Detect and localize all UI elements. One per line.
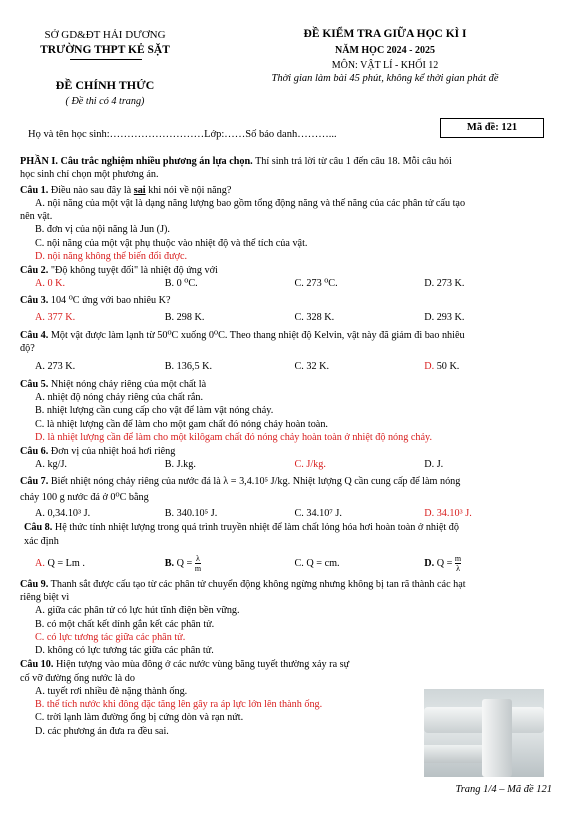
option-c: C. 273 ⁰C.	[294, 278, 338, 290]
exam-title: ĐỀ KIỂM TRA GIỮA HỌC KÌ I	[303, 28, 467, 40]
question-9	[20, 578, 554, 591]
department: SỞ GD&ĐT HẢI DƯƠNG	[44, 29, 166, 41]
time-note: Thời gian làm bài 45 phút, không kể thời gian phát đề	[271, 73, 499, 84]
fraction	[195, 554, 201, 573]
question-label: Câu 6.	[20, 446, 49, 457]
question-text: Hiện tượng vào mùa đông ở các nước vùng băng tuyết thường xảy ra sự	[53, 659, 350, 671]
question-7-cont: chảy 100 g nước đá ở 0⁰C bằng	[20, 491, 149, 503]
option-b	[165, 554, 295, 573]
question-text: "Độ không tuyệt đối" là nhiệt độ ứng với	[48, 265, 218, 276]
option-text: Q = Lm .	[44, 557, 85, 569]
q6-options	[20, 458, 554, 471]
question-2	[20, 264, 554, 277]
option-d: D. 34.10³ J.	[424, 508, 472, 519]
question-10	[20, 658, 554, 671]
option-letter: B.	[164, 557, 175, 569]
question-label: Câu 7.	[20, 475, 49, 487]
q9-option-b: B. có một chất kết dính gắn kết các phân tử.	[35, 618, 215, 630]
option-b: B. 136,5 K.	[164, 360, 213, 372]
pipe-shape	[424, 745, 484, 763]
option-d: D. 293 K.	[424, 311, 465, 323]
option-b: B. 340.10⁵ J.	[164, 508, 218, 519]
numerator: m	[454, 553, 462, 563]
question-text: Điều nào sau đây là	[48, 184, 134, 196]
header-divider	[70, 59, 142, 60]
option-c: C. 328 K.	[294, 311, 335, 323]
option-letter: D.	[424, 557, 435, 569]
school-name: TRƯỜNG THPT KẺ SẶT	[40, 44, 170, 56]
option-a: A. 0,34.10³ J.	[35, 508, 91, 519]
q1-option-d: D. nội năng không thể biến đổi được.	[35, 250, 188, 262]
option-a: A. 0 K.	[35, 278, 65, 290]
option-a: A. kg/J.	[35, 459, 67, 471]
question-4	[20, 329, 554, 342]
q10-option-a: A. tuyết rơi nhiều đè nặng thành ống.	[35, 685, 188, 697]
q5-option-c: C. là nhiệt lượng cần để làm cho một gam chất đó nóng chảy hoàn toàn.	[35, 418, 328, 430]
question-8-cont: xác định	[24, 535, 59, 547]
fraction	[455, 554, 461, 573]
question-label: Câu 8.	[24, 522, 53, 534]
option-a	[35, 557, 165, 570]
q10-option-d: D. các phương án đưa ra đều sai.	[35, 725, 169, 737]
part1-heading	[20, 155, 554, 182]
q5-option-a: A. nhiệt độ nóng chảy riêng của chất rắn.	[35, 392, 204, 403]
question-label: Câu 3.	[20, 294, 49, 306]
question-text: Thanh sắt được cấu tạo từ các phân tử chuyển động không ngừng nhưng không bị tan rã thành các hạt	[48, 578, 466, 590]
question-label: Câu 4.	[20, 330, 49, 341]
denominator: λ	[456, 563, 460, 573]
option-b: B. 298 K.	[164, 311, 205, 323]
question-text: Đơn vị của nhiệt hoá hơi riêng	[48, 446, 176, 457]
option-text: Q =	[174, 557, 195, 569]
q5-option-d: D. là nhiệt lượng cần để làm cho một kilôgam chất đó nóng chảy hoàn toàn ở nhiệt độ nóng chảy.	[35, 431, 433, 443]
option-d: D. J.	[424, 459, 444, 471]
question-text: 104 ⁰C ứng với bao nhiêu K?	[48, 294, 171, 306]
q10-option-b: B. thể tích nước khi đông đặc tăng lên gây ra áp lực lớn lên thành ống.	[35, 699, 323, 710]
question-8	[20, 521, 554, 534]
q10-option-c: C. trời lạnh làm đường ống bị cứng dòn và rạn nứt.	[35, 712, 244, 724]
option-text: Q =	[434, 557, 455, 569]
part1-title: PHẦN I. Câu trắc nghiệm nhiều phương án lựa chọn.	[20, 156, 253, 167]
emphasis: sai	[133, 184, 146, 196]
q1-option-c: C. nội năng của một vật phụ thuộc vào nhiệt độ và thể tích của vật.	[35, 237, 308, 249]
option-text: 50 K.	[434, 360, 460, 372]
q9-option-c: C. có lực tương tác giữa các phân tử.	[35, 631, 186, 643]
q1-option-a-cont: nên vật.	[20, 211, 53, 222]
official-label: ĐỀ CHÍNH THỨC	[55, 78, 155, 92]
q5-option-b: B. nhiệt lượng cần cung cấp cho vật để làm vật nóng chảy.	[35, 405, 274, 417]
option-letter: D.	[424, 360, 435, 372]
question-text: Hệ thức tính nhiệt lượng trong quá trình truyền nhiệt để làm chất lỏng hóa hơi hoàn toàn ở nhiệt độ	[52, 522, 459, 534]
question-label: Câu 2.	[20, 265, 49, 276]
question-7	[20, 475, 554, 488]
question-6	[20, 445, 554, 458]
part1-instr: Thí sinh trả lời từ câu 1 đến câu 18. Mỗi câu hỏi	[252, 156, 452, 167]
question-9-cont: riêng biệt vì	[20, 592, 70, 603]
option-a: A. 377 K.	[35, 311, 76, 323]
q4-options	[20, 360, 554, 373]
q9-option-a: A. giữa các phân tử có lực hút tĩnh điện bền vững.	[35, 605, 240, 617]
option-b: B. J.kg.	[164, 459, 196, 471]
q1-option-b: B. đơn vị của nội năng là Jun (J).	[35, 224, 170, 236]
option-c: C. 32 K.	[294, 360, 330, 372]
part1-instr2: học sinh chỉ chọn một phương án.	[20, 169, 159, 181]
exam-content	[20, 155, 554, 738]
option-c: C. Q = cm.	[294, 557, 340, 569]
q7-options	[20, 507, 554, 520]
option-d	[424, 554, 554, 573]
q8-options	[20, 554, 554, 573]
question-text: khi nói về nội năng?	[145, 184, 232, 196]
question-10-cont: cố vỡ đường ống nước là do	[20, 672, 135, 684]
student-info-line: Họ và tên học sinh:………………………Lớp:……Số báo danh………...	[28, 129, 337, 140]
q3-options	[20, 311, 554, 324]
numerator: λ	[196, 553, 200, 563]
option-letter: A.	[35, 557, 45, 569]
pipe-shape	[482, 699, 512, 777]
frozen-pipe-photo	[424, 689, 544, 777]
question-text: Một vật được làm lạnh từ 50⁰C xuống 0⁰C. Theo thang nhiệt độ Kelvin, vật này đã giảm đi bao nhiêu	[48, 330, 465, 341]
pages-note: ( Đề thi có 4 trang)	[65, 96, 145, 107]
exam-code-box: Mã đề: 121	[440, 118, 544, 138]
exam-header	[0, 0, 576, 140]
option-c: C. J/kg.	[294, 459, 326, 471]
question-1	[20, 184, 554, 197]
question-label: Câu 1.	[20, 184, 49, 196]
question-5	[20, 378, 554, 391]
question-label: Câu 9.	[20, 578, 49, 590]
question-label: Câu 10.	[20, 659, 54, 671]
question-3	[20, 294, 554, 307]
denominator: m	[194, 563, 202, 573]
school-year: NĂM HỌC 2024 - 2025	[335, 45, 435, 56]
question-label: Câu 5.	[20, 378, 49, 390]
page-footer: Trang 1/4 – Mã đề 121	[455, 784, 552, 795]
option-d: D. 273 K.	[424, 278, 465, 290]
q9-option-d: D. không có lực tương tác giữa các phân tử.	[35, 645, 214, 656]
option-b: B. 0 ⁰C.	[164, 278, 198, 290]
question-text: Biết nhiệt nóng chảy riêng của nước đá là λ = 3,4.10⁵ J/kg. Nhiệt lượng Q cần cung cấp để làm nóng	[48, 475, 461, 487]
option-d	[424, 360, 554, 373]
q2-options	[20, 277, 554, 290]
option-a: A. 273 K.	[35, 360, 76, 372]
q1-option-a: A. nội năng của một vật là dạng năng lượng bao gồm tổng động năng và thế năng của các phân tử cấu tạo	[35, 197, 466, 209]
subject: MÔN: VẬT LÍ - KHỐI 12	[331, 60, 439, 71]
question-text: Nhiệt nóng chảy riêng của một chất là	[48, 378, 207, 390]
option-c: C. 34.10⁷ J.	[294, 508, 342, 519]
question-4-cont: độ?	[20, 343, 35, 355]
